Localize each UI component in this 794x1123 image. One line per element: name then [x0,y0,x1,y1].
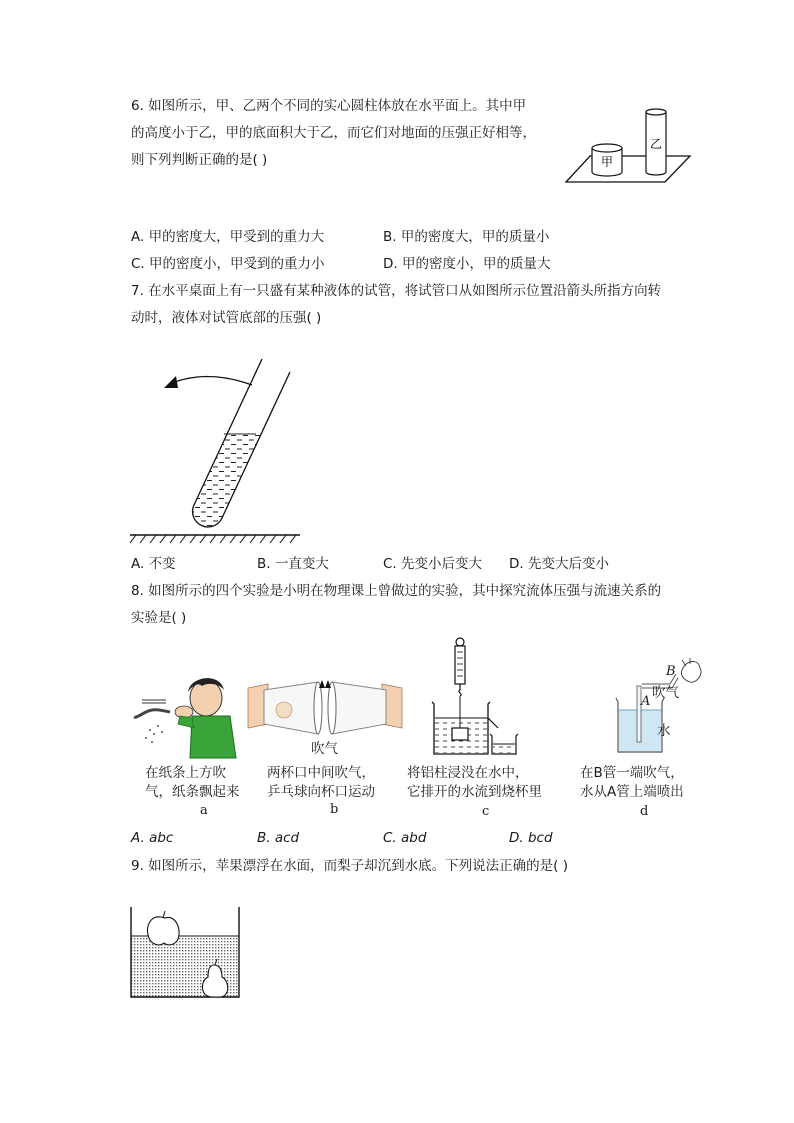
exp-c-figure [426,636,522,764]
exp-b-caption-line2: 乒乓球向杯口运动 [267,784,375,800]
exp-d-tag: d [640,804,649,819]
q6-stem-line2: 的高度小于乙，甲的底面积大于乙，而它们对地面的压强正好相等， [131,125,536,141]
exp-c-tag: c [482,804,490,819]
q7-stem-line1: 7. 在水平桌面上有一只盛有某种液体的试管，将试管口从如图所示位置沿箭头所指方向转 [131,283,662,299]
q6-stem-line1: 6. 如图所示，甲、乙两个不同的实心圆柱体放在水平面上。其中甲 [131,98,527,114]
q7-option-a: A. 不变 [131,556,176,572]
q9-stem-line1: 9. 如图所示，苹果漂浮在水面，而梨子却沉到水底。下列说法正确的是( ) [131,858,568,874]
q8-option-c: C. abd [383,830,427,846]
apple [148,911,180,945]
exp-d-blow-label: 吹气 [652,685,679,701]
q6-option-a: A. 甲的密度大，甲受到的重力大 [131,229,325,245]
q8-option-a: A. abc [131,830,174,846]
q7-option-b: B. 一直变大 [257,556,329,572]
q8-option-d: D. bcd [509,830,553,846]
exp-c-caption-line1: 将铝柱浸没在水中， [407,765,529,781]
label-jia: 甲 [600,155,614,169]
q8-stem-line1: 8. 如图所示的四个实验是小明在物理课上曾做过的实验，其中探究流体压强与流速关系的 [131,583,662,599]
q9-apple-pear-figure [128,905,242,999]
exp-a-caption-line1: 在纸条上方吹 [145,765,226,781]
exp-d-water-label: 水 [657,723,671,739]
q7-option-d: D. 先变大后变小 [509,556,609,572]
exp-c-caption-line2: 它排开的水流到烧杯里 [407,784,542,800]
exp-d-caption-line2: 水从A管上端喷出 [580,784,684,800]
rotation-arrow [172,376,252,385]
exp-b-tag: b [330,802,339,817]
label-yi: 乙 [649,137,663,151]
q8-stem-line2: 实验是( ) [131,610,187,626]
exp-a-tag: a [200,803,208,818]
exp-b-figure [246,676,404,740]
exp-b-blow-label: 吹气 [311,741,338,757]
exp-b-caption-line1: 两杯口中间吹气， [267,765,375,781]
cylinder-yi [646,109,666,175]
exp-a-figure [132,672,240,762]
q6-stem-line3: 则下列判断正确的是( ) [131,152,268,168]
q6-option-d: D. 甲的密度小，甲的质量大 [383,256,551,272]
exp-d-caption-line1: 在B管一端吹气， [580,765,684,781]
q7-option-c: C. 先变小后变大 [383,556,483,572]
q6-cylinders-figure [560,102,695,186]
q8-option-b: B. acd [257,830,300,846]
q6-option-c: C. 甲的密度小，甲受到的重力小 [131,256,325,272]
exp-a-caption-line2: 气，纸条飘起来 [145,784,240,800]
q7-test-tube-figure [128,355,303,551]
exp-d-label-a: A [641,694,651,709]
exp-d-figure [610,656,710,756]
q7-stem-line2: 动时，液体对试管底部的压强( ) [131,310,322,326]
q6-option-b: B. 甲的密度大，甲的质量小 [383,229,550,245]
cylinder-jia [592,144,622,176]
exp-d-label-b: B [666,664,676,679]
